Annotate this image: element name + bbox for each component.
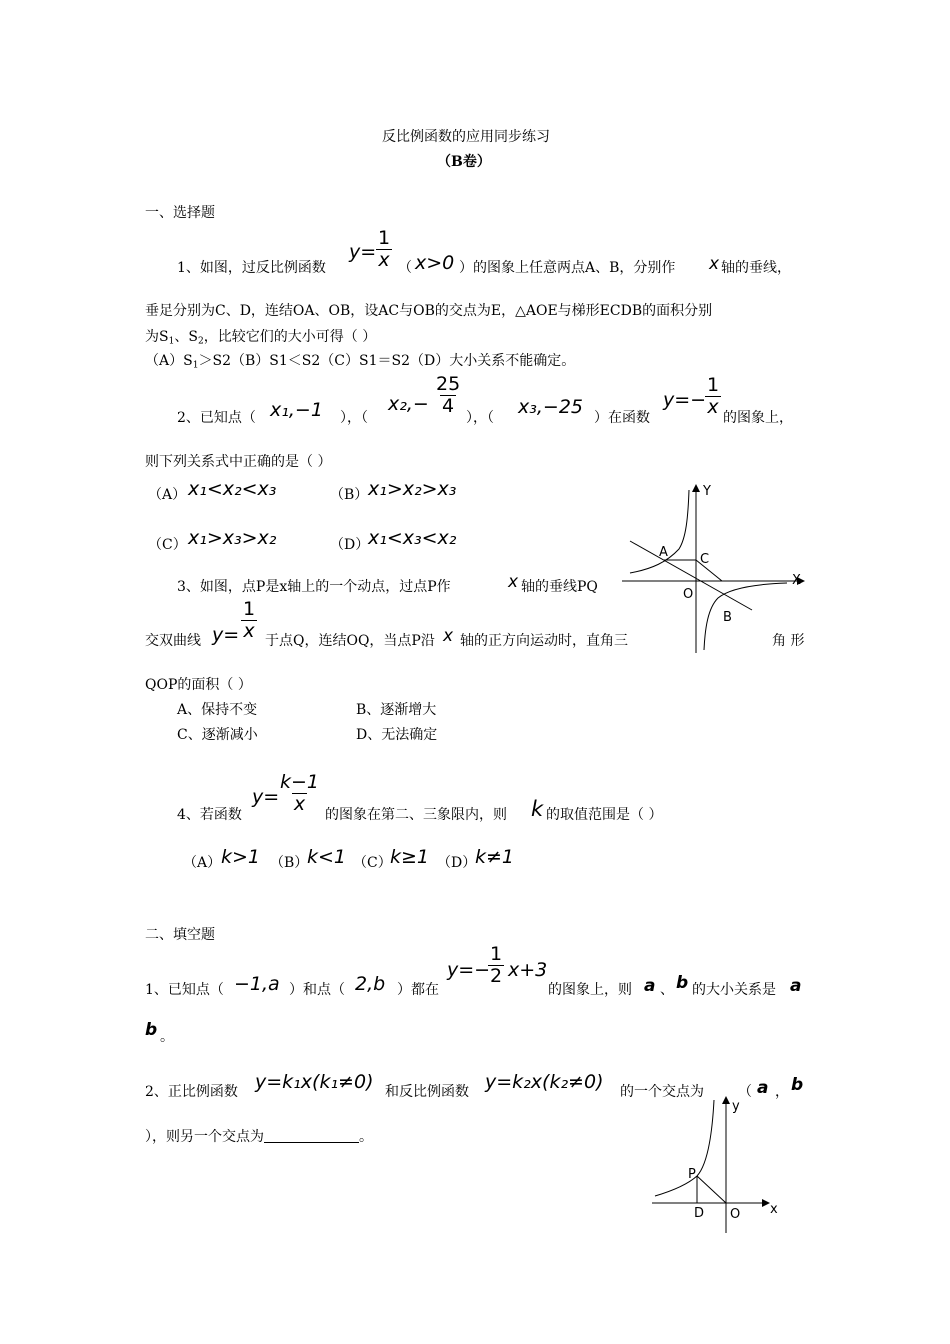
section2-heading: 二、填空题 bbox=[145, 927, 215, 943]
q4-optB-label: （B） bbox=[270, 855, 309, 871]
q4-optD-label: （D） bbox=[437, 855, 477, 871]
s2q1-func-fraction bbox=[488, 945, 504, 987]
figure2-y-arrow bbox=[722, 1096, 730, 1104]
q2-optD: x₁<x₃<x₂ bbox=[368, 527, 457, 549]
figure2-label-o: O bbox=[730, 1207, 741, 1222]
q3-optA: A、保持不变 bbox=[177, 702, 258, 718]
q4-mid: 的图象在第二、三象限内，则 bbox=[325, 807, 507, 823]
q3-func-fraction bbox=[241, 600, 257, 642]
s2q1-mid3: 的图象上，则 bbox=[548, 982, 632, 998]
q1-func-num: 1 bbox=[378, 227, 391, 249]
q3-optC: C、逐渐减小 bbox=[177, 727, 258, 743]
q3-lead-end: 轴的垂线PQ bbox=[521, 579, 598, 595]
q4-optC: k≥1 bbox=[390, 846, 430, 868]
q2-p1: x₁,−1 bbox=[270, 399, 323, 421]
q2-p2-num: 25 bbox=[436, 373, 461, 395]
q3-lead: 3、如图，点P是x轴上的一个动点，过点P作 bbox=[177, 579, 451, 595]
q1-options bbox=[145, 354, 575, 371]
s2q1-a-var: a bbox=[644, 976, 656, 996]
figure2-line-po bbox=[697, 1176, 726, 1203]
q1-lead-end: 轴的垂线， bbox=[721, 260, 791, 276]
s2q2-f2: y=k₂x(k₂≠0) bbox=[485, 1071, 604, 1093]
s2q1-tail-a: a bbox=[790, 976, 802, 996]
figure1-label-b: B bbox=[723, 610, 732, 625]
s2q1-func-den: 2 bbox=[490, 964, 503, 987]
figure1-label-o: O bbox=[683, 587, 694, 602]
figure1-graph bbox=[622, 478, 812, 658]
s2q2-line2-end: 。 bbox=[359, 1129, 373, 1145]
s2q1-func-tail: x+3 bbox=[508, 959, 548, 981]
q3-x-var: x bbox=[508, 572, 519, 592]
q3-line2-end: 轴的正方向运动时，直角三 bbox=[460, 633, 628, 649]
q4-optB: k<1 bbox=[307, 846, 347, 868]
s2q2-answer-blank[interactable] bbox=[264, 1128, 359, 1143]
q1-func-lhs: y= bbox=[349, 241, 377, 263]
q1-cond: x>0 bbox=[415, 252, 455, 274]
q2-sep2: ），（ bbox=[466, 410, 494, 426]
q1-sub2: 2 bbox=[197, 336, 204, 347]
q1-line3 bbox=[145, 330, 376, 347]
s2q1-b-var: b bbox=[676, 973, 689, 993]
s2q1-lead: 1、已知点（ bbox=[145, 982, 224, 998]
q4-optA-label: （A） bbox=[183, 855, 222, 871]
s2q1-sep: 、 bbox=[660, 982, 674, 998]
q2-optA-label: （A） bbox=[148, 487, 187, 503]
q3-optB: B、逐渐增大 bbox=[356, 702, 437, 718]
q2-line2: 则下列关系式中正确的是（ ） bbox=[145, 454, 332, 470]
q2-lead: 2、已知点（ bbox=[177, 410, 256, 426]
q4-func-den: x bbox=[293, 792, 306, 815]
q2-optC-label: （C） bbox=[148, 537, 187, 553]
s2q1-p1: −1,a bbox=[234, 973, 280, 995]
figure1-label-a: A bbox=[659, 545, 668, 560]
q1-line2: 垂足分别为C、D，连结OA、OB，设AC与OB的交点为E，△AOE与梯形ECDB的面积分别 bbox=[145, 303, 713, 319]
page-title: 反比例函数的应用同步练习 bbox=[382, 129, 550, 145]
figure2-label-p: P bbox=[688, 1167, 696, 1182]
figure2-label-x: x bbox=[770, 1202, 778, 1217]
q2-func-den: x bbox=[707, 395, 719, 418]
q1-lead: 1、如图，过反比例函数 bbox=[177, 260, 326, 276]
q4-optD: k≠1 bbox=[475, 846, 515, 868]
q1-func-fraction bbox=[376, 229, 392, 271]
q3-line2-tail: 角 形 bbox=[772, 633, 805, 649]
s2q2-tail: 的一个交点为 bbox=[620, 1084, 704, 1100]
figure1-label-x: X bbox=[792, 573, 801, 588]
s2q1-line2-end: 。 bbox=[160, 1029, 174, 1045]
q1-x-var: x bbox=[709, 254, 720, 274]
figure1-label-c: C bbox=[700, 552, 710, 567]
q4-func-lhs: y= bbox=[252, 786, 280, 808]
q3-func-num: 1 bbox=[243, 598, 256, 620]
s2q2-pt-open: （ bbox=[738, 1084, 752, 1100]
q3-line2-mid: 于点Q，连结OQ，当点P沿 bbox=[265, 633, 435, 649]
s2q2-line2-text: ），则另一个交点为 bbox=[145, 1129, 264, 1145]
q2-optA: x₁<x₂<x₃ bbox=[188, 478, 277, 500]
q1-line3-pre: 为S bbox=[145, 329, 169, 345]
q4-func-fraction bbox=[278, 773, 321, 815]
figure2-curve bbox=[655, 1100, 714, 1196]
figure1-y-arrow bbox=[692, 484, 700, 492]
q1-options-prefix: （A）S bbox=[145, 353, 193, 369]
q1-cond-open: （ bbox=[398, 260, 412, 276]
q1-line3-post: ，比较它们的大小可得（ ） bbox=[203, 329, 377, 345]
q4-tail: 的取值范围是（ ） bbox=[546, 807, 663, 823]
s2q1-p2: 2,b bbox=[355, 973, 386, 995]
s2q2-f1: y=k₁x(k₁≠0) bbox=[255, 1071, 374, 1093]
q4-lead: 4、若函数 bbox=[177, 807, 242, 823]
q2-tail: 的图象上， bbox=[723, 410, 793, 426]
q1-options-sub: 1 bbox=[192, 360, 199, 371]
q3-func-lhs: y= bbox=[212, 624, 240, 646]
figure1-curve-q2 bbox=[630, 490, 689, 573]
s2q2-pt-a: a bbox=[757, 1078, 769, 1098]
q2-optC: x₁>x₃>x₂ bbox=[188, 527, 277, 549]
q1-options-text: ＞S2（B）S1＜S2（C）S1＝S2（D）大小关系不能确定。 bbox=[198, 353, 576, 369]
q4-optA: k>1 bbox=[221, 846, 261, 868]
figure2-graph bbox=[650, 1090, 790, 1235]
q2-in-func: ）在函数 bbox=[594, 410, 650, 426]
s2q2-lead: 2、正比例函数 bbox=[145, 1084, 238, 1100]
q2-func-fraction bbox=[705, 376, 721, 418]
q2-p2-fraction bbox=[434, 375, 462, 417]
s2q2-pt-comma: ， bbox=[775, 1084, 789, 1100]
q4-func-num: k−1 bbox=[280, 771, 320, 793]
page-subtitle: （B卷） bbox=[437, 154, 491, 170]
q2-optB-label: （B） bbox=[330, 487, 369, 503]
q2-p2-x: x₂,− bbox=[388, 393, 429, 415]
q2-p2-den: 4 bbox=[442, 394, 455, 417]
s2q1-tail: 的大小关系是 bbox=[692, 982, 776, 998]
q1-func-den: x bbox=[378, 248, 390, 271]
q3-line2-pre: 交双曲线 bbox=[145, 633, 201, 649]
q1-lead-mid: ）的图象上任意两点A、B，分别作 bbox=[459, 260, 676, 276]
s2q1-func-lhs: y=− bbox=[447, 959, 491, 981]
q3-optD: D、无法确定 bbox=[356, 727, 438, 743]
q2-optB: x₁>x₂>x₃ bbox=[368, 478, 457, 500]
s2q1-line2-b: b bbox=[145, 1020, 158, 1040]
q2-func-lhs: y=− bbox=[663, 389, 707, 411]
q2-p3: x₃,−25 bbox=[518, 396, 583, 418]
section1-heading: 一、选择题 bbox=[145, 205, 215, 221]
figure2-x-arrow bbox=[762, 1199, 770, 1207]
figure1-label-y: Y bbox=[703, 484, 711, 499]
q4-k-var: k bbox=[531, 797, 544, 821]
figure2-label-d: D bbox=[694, 1206, 705, 1221]
q1-sub1: 1 bbox=[168, 336, 175, 347]
q2-optD-label: （D） bbox=[330, 537, 370, 553]
s2q1-mid2: ）都在 bbox=[397, 982, 439, 998]
q2-func-num: 1 bbox=[707, 374, 720, 396]
s2q1-func-num: 1 bbox=[490, 943, 503, 965]
q4-optC-label: （C） bbox=[353, 855, 392, 871]
q3-line3: QOP的面积（ ） bbox=[145, 677, 252, 693]
s2q2-line2 bbox=[145, 1128, 373, 1144]
q3-x-var-2: x bbox=[443, 626, 454, 646]
figure2-label-y: y bbox=[732, 1099, 740, 1114]
q1-line3-mid: 、S bbox=[174, 329, 198, 345]
q2-sep1: ），（ bbox=[340, 410, 368, 426]
q3-func-den: x bbox=[243, 619, 255, 642]
s2q2-pt-b: b bbox=[791, 1075, 804, 1095]
s2q1-mid1: ）和点（ bbox=[289, 982, 345, 998]
s2q2-mid: 和反比例函数 bbox=[385, 1084, 469, 1100]
